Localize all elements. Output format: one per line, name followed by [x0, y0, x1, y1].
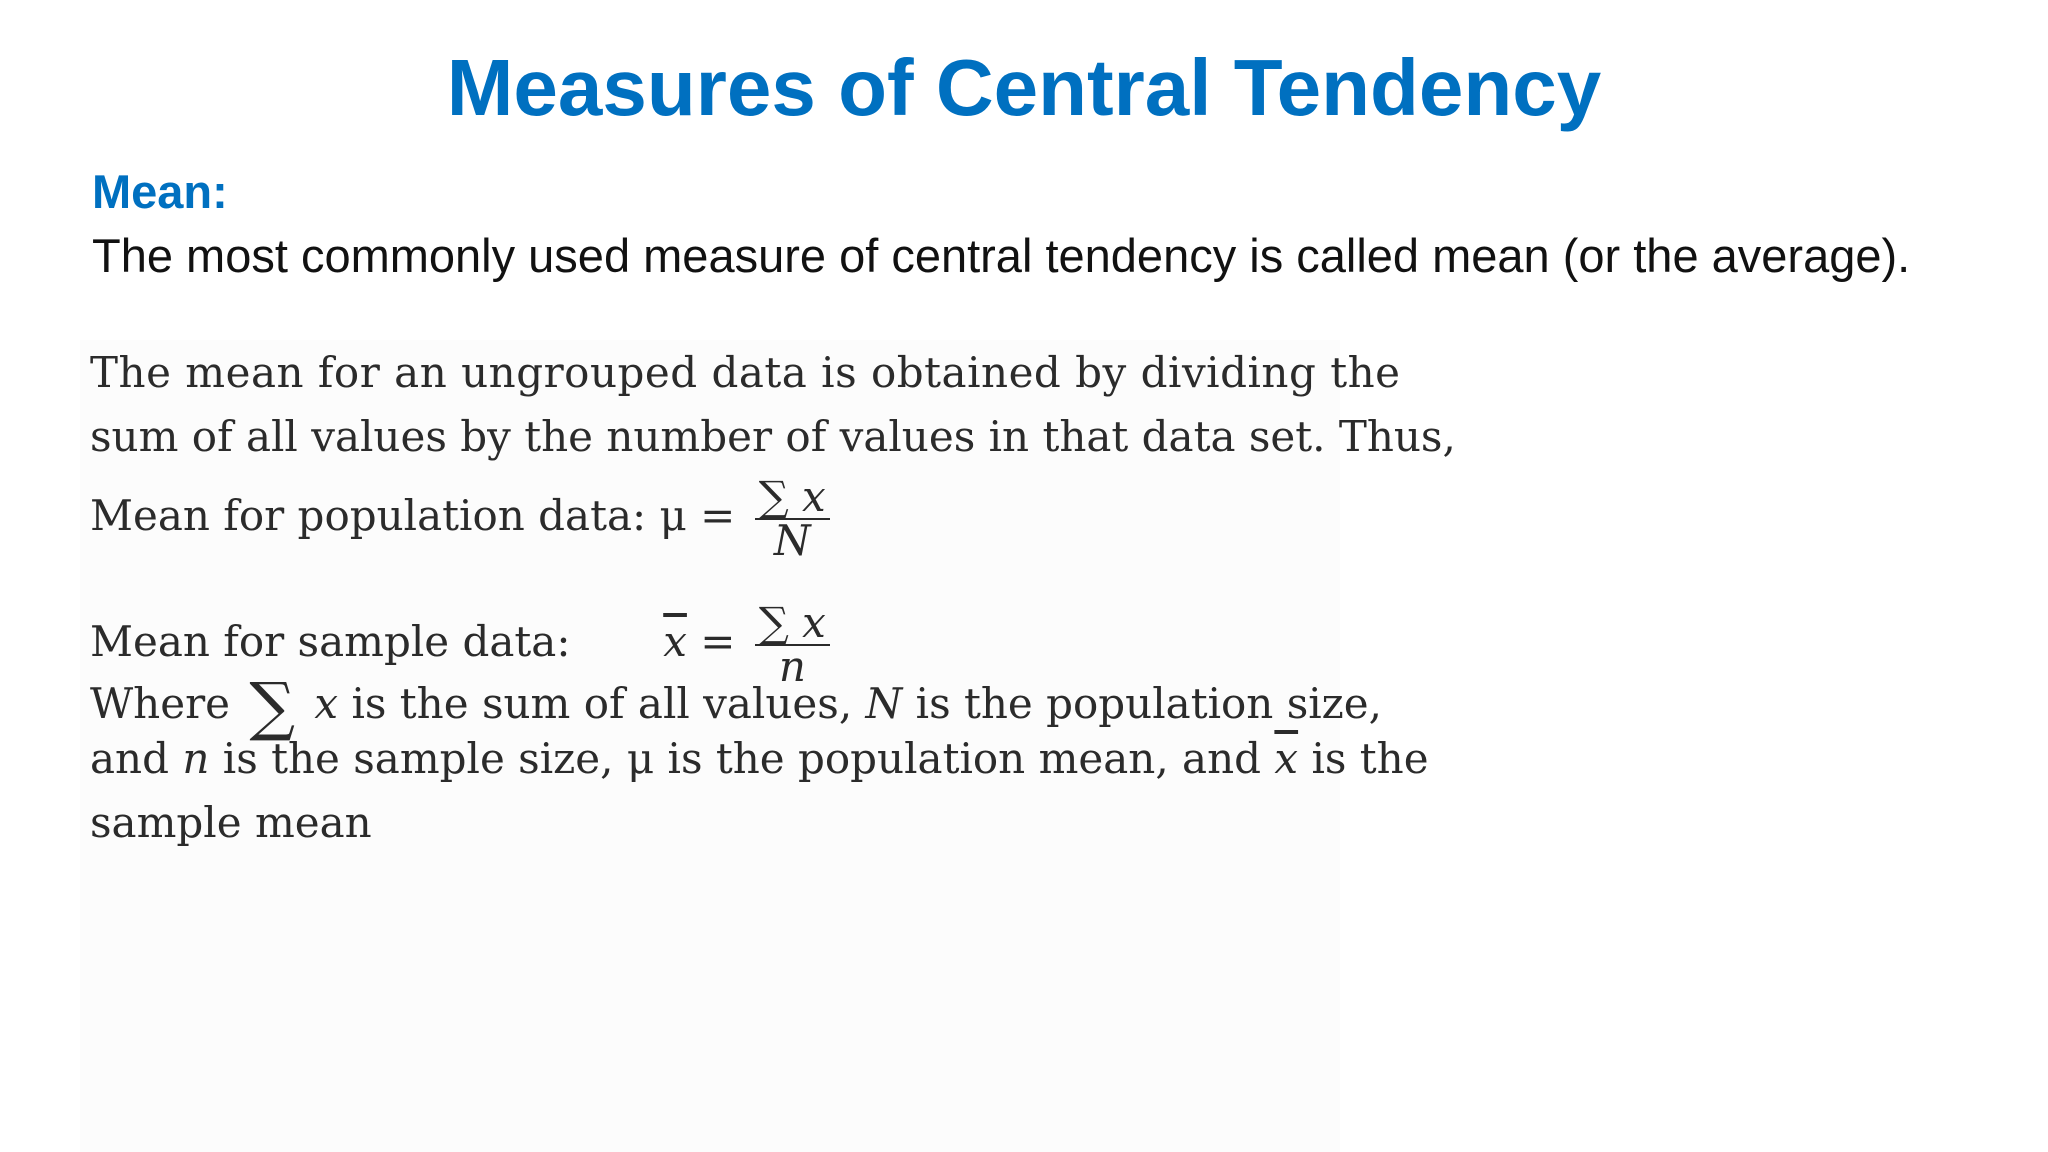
excerpt-last-line: sample mean	[90, 798, 372, 847]
section-heading: Mean:	[92, 165, 228, 218]
fraction-denominator: n	[778, 642, 806, 691]
definition-excerpt	[80, 340, 1456, 1152]
population-label: Mean for population data:	[90, 491, 647, 540]
fraction-numerator: ∑ x	[755, 476, 830, 520]
fraction-denominator: N	[773, 516, 811, 565]
and-line: and n is the sample size, μ is the population mean, and $\overline{x}$ is the	[90, 734, 1429, 783]
excerpt-line-2: sum of all values by the number of values in that data set. Thus,	[90, 412, 1456, 461]
equals-sign: =	[700, 491, 736, 540]
equals-sign: =	[700, 617, 736, 666]
slide-title: Measures of Central Tendency	[446, 43, 1602, 132]
population-fraction	[755, 472, 830, 565]
summation-symbol: ∑	[249, 670, 296, 744]
excerpt-line-1: The mean for an ungrouped data is obtained by dividing the	[90, 348, 1401, 397]
population-mean-formula	[90, 472, 830, 565]
sample-label: Mean for sample data:	[90, 617, 571, 666]
intro-paragraph: The most commonly used measure of central tendency is called mean (or the average).	[92, 229, 1911, 282]
fraction-numerator: ∑ x	[755, 602, 830, 646]
where-line: Where ∑ x is the sum of all values, N is the population size,	[90, 670, 1383, 744]
mu-symbol: μ	[659, 491, 687, 540]
x-bar-symbol: $\overline{x}$	[663, 617, 687, 666]
